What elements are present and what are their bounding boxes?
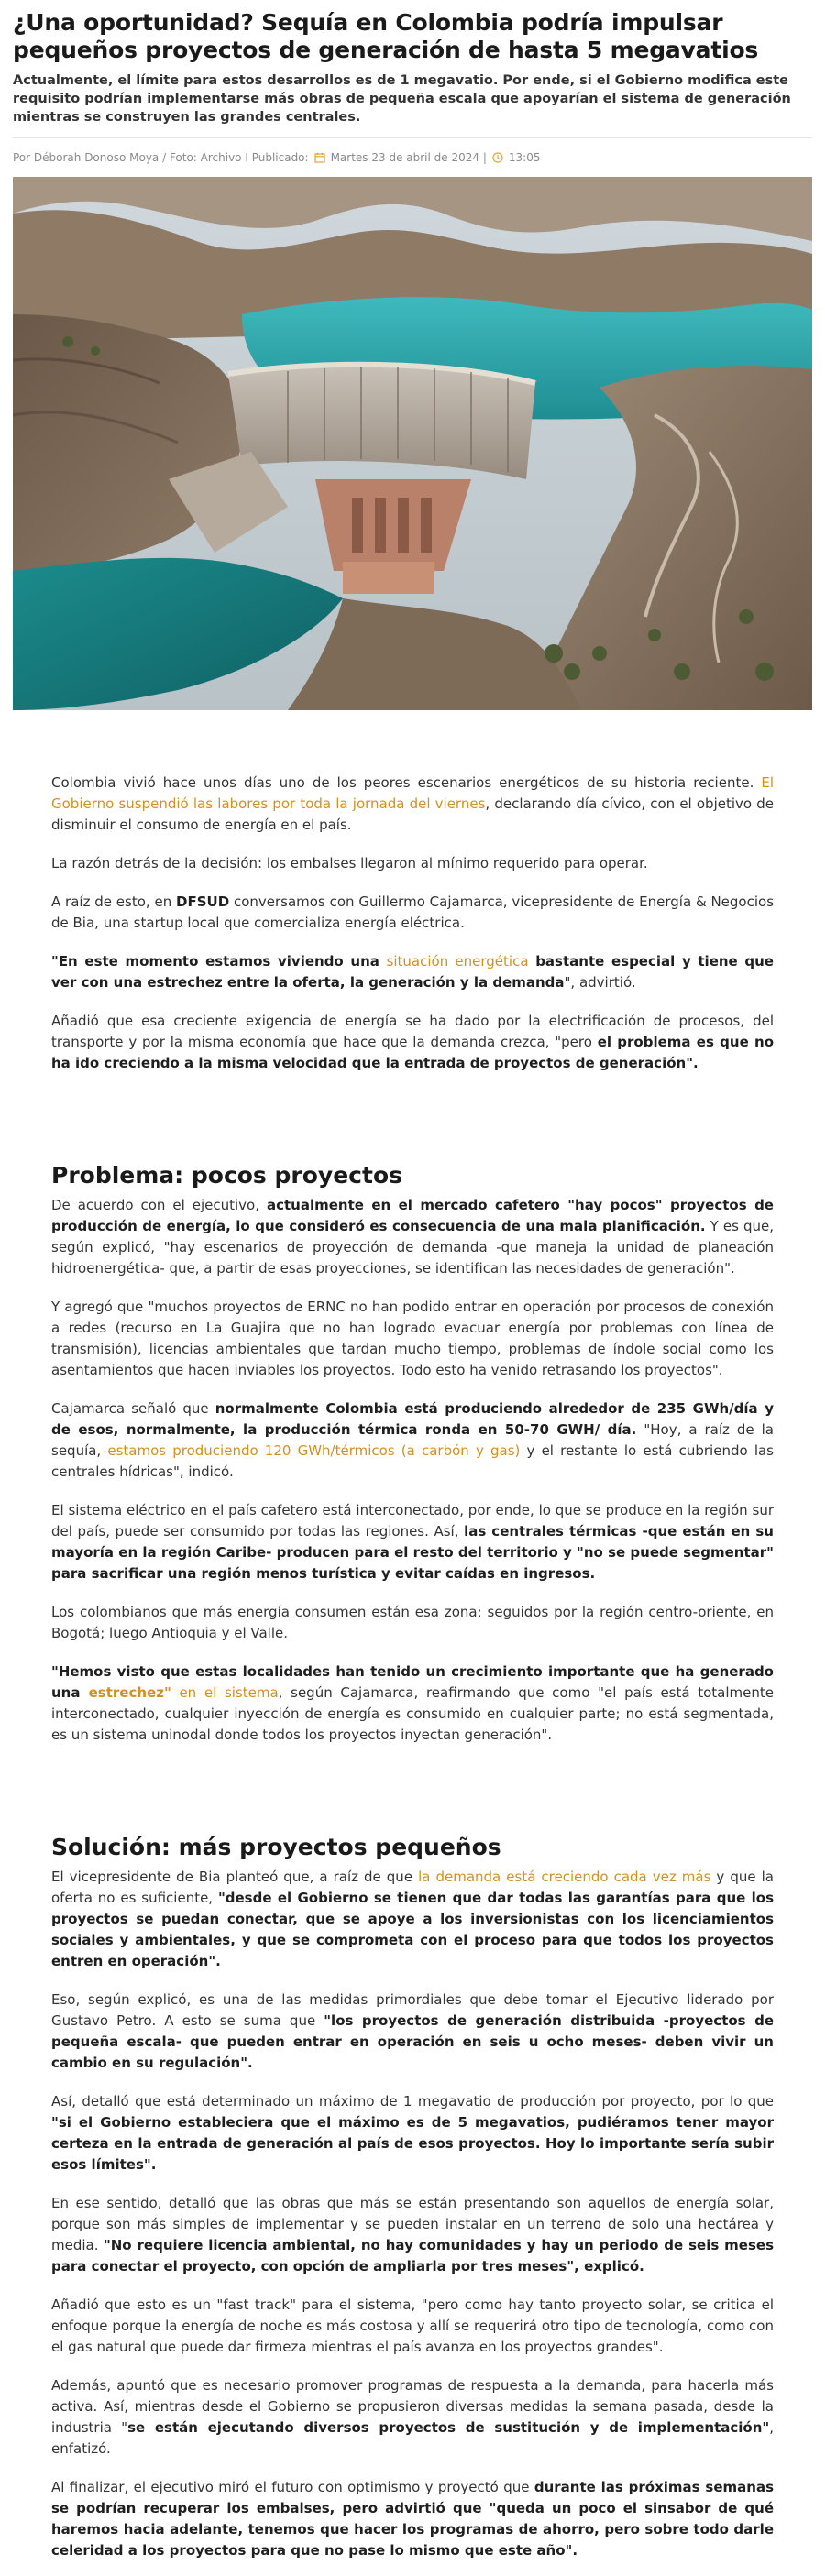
paragraph-5 xyxy=(51,1011,774,1074)
paragraph-9 xyxy=(51,1500,774,1584)
paragraph-14 xyxy=(51,2091,774,2176)
text: conversamos con Guillermo Cajamarca, vicepresidente de Energía & Negocios de Bia, una startup local que comercializa energía eléctrica. xyxy=(51,893,775,931)
link-gobierno-suspendio[interactable]: El Gobierno suspendió las labores por toda la jornada del viernes xyxy=(51,774,774,812)
text: Además, apuntó que es necesario promover programas de respuesta a la demanda, para hacerla más activa. Así, mientras desde el Gobierno se propusieron diversas medidas la semana pasada, desde la industria " xyxy=(51,2377,774,2436)
text: El sistema eléctrico en el país cafetero está interconectado, por ende, lo que se produce en la región sur del país, puede ser consumido por todas las regiones. Así, xyxy=(51,1502,774,1540)
byline xyxy=(13,151,812,164)
text: En ese sentido, detalló que las obras que más se están presentando son aquellos de energía solar, porque son más simples de implementar y se pueden instalar en un terreno de solo una hectárea y media. xyxy=(51,2195,774,2253)
text: Cajamarca señaló que xyxy=(51,1400,215,1417)
paragraph-6 xyxy=(51,1195,774,1279)
calendar-icon xyxy=(314,152,325,163)
article-header xyxy=(0,0,825,164)
paragraph-18 xyxy=(51,2477,774,2561)
text: , según Cajamarca, reafirmando que como "el país está totalmente interconectado, cualquier inyección de energía es consumido en cualquier parte; no está segmentada, es un sistema uninodal donde todos los proyectos inyectan generación". xyxy=(51,1684,775,1743)
text: Eso, según explicó, es una de las medidas primordiales que debe tomar el Ejecutivo liderado por Gustavo Petro. A esto se suma que xyxy=(51,1991,774,2029)
byline-author: Por Déborah Donoso Moya / Foto: Archivo I Publicado: xyxy=(13,151,309,164)
paragraph-2: La razón detrás de la decisión: los embalses llegaron al mínimo requerido para operar. xyxy=(51,855,648,871)
bold-text: bastante especial y tiene que ver con una estrechez entre la oferta, la generación y la demanda xyxy=(51,953,774,991)
text: Colombia vivió hace unos días uno de los peores escenarios energéticos de su historia reciente. xyxy=(51,774,762,791)
bold-text: "si el Gobierno estableciera que el máximo es de 5 megavatios, pudiéramos tener mayor certeza en la entrada de generación al país de esos proyectos. Hoy lo importante sería subir esos límites". xyxy=(51,2114,774,2173)
hero-image xyxy=(13,177,812,710)
paragraph-11 xyxy=(51,1661,774,1746)
text: A raíz de esto, en xyxy=(51,893,177,910)
bold-text: "desde el Gobierno se tienen que dar todas las garantías para que los proyectos se puedan conectar, que se apoye a los inversionistas con los licenciamientos sociales y ambientales, y que se comprometa con el proceso para que todos los proyectos entren en operación". xyxy=(51,1890,774,1969)
divider xyxy=(13,137,812,138)
byline-date: Martes 23 de abril de 2024 | xyxy=(330,151,487,164)
paragraph-16: Añadió que esto es un "fast track" para el sistema, "pero como hay tanto proyecto solar, se critica el enfoque porque la energía de noche es más costosa y allí se requerirá otro tipo de tecnología, como con el gas natural que puede dar firmeza mientras el país avanza en los proyectos grandes". xyxy=(51,2296,774,2355)
text: Así, detalló que está determinado un máximo de 1 megavatio de producción por proyecto, por lo que xyxy=(51,2093,774,2110)
text: De acuerdo con el ejecutivo, xyxy=(51,1197,267,1213)
link-estrechez[interactable]: estrechez" xyxy=(88,1684,171,1701)
bold-text: se están ejecutando diversos proyectos de sustitución y de implementación" xyxy=(127,2419,770,2436)
bold-text: "los proyectos de generación distribuida -proyectos de pequeña escala- que pueden entrar en operación en seis u ocho meses- deben vivir un cambio en su regulación". xyxy=(51,2012,774,2071)
bold-text: actualmente en el mercado cafetero "hay pocos" proyectos de producción de energía, lo que consideró es consecuencia de una mala planificación. xyxy=(51,1197,774,1234)
paragraph-8 xyxy=(51,1398,774,1483)
bold-text: las centrales térmicas -que están en su mayoría en la región Caribe- producen para el resto del territorio y "no se puede segmentar" para sacrificar una región menos turística y evitar caídas en ingresos. xyxy=(51,1523,774,1582)
text: y que la oferta no es suficiente, xyxy=(51,1869,774,1906)
bold-text: "En este momento estamos viviendo una xyxy=(51,953,387,970)
bold-text: DFSUD xyxy=(176,893,230,910)
byline-time: 13:05 xyxy=(508,151,541,164)
article-subtitle: Actualmente, el límite para estos desarrollos es de 1 megavatio. Por ende, si el Gobierno modifica este requisito podrían implementarse más obras de pequeña escala que apoyarían el sistema de generación mientras se construyen las grandes centrales. xyxy=(13,73,791,125)
paragraph-4 xyxy=(51,951,774,993)
text: Añadió que esa creciente exigencia de energía se ha dado por la electrificación de procesos, del transporte y por la misma economía que hace que la demanda crezca, "pero xyxy=(51,1013,774,1050)
section-heading-problem: Problema: pocos proyectos xyxy=(51,1162,402,1189)
text: El vicepresidente de Bia planteó que, a raíz de que xyxy=(51,1869,419,1885)
section-heading-solution: Solución: más proyectos pequeños xyxy=(51,1834,501,1860)
link-produccion-termica[interactable]: estamos produciendo 120 GWh/térmicos (a carbón y gas) xyxy=(107,1442,521,1459)
bold-text: "Hemos visto que estas localidades han tenido un crecimiento importante que ha generado una xyxy=(51,1663,774,1701)
article-body xyxy=(0,773,825,2561)
bold-text: normalmente Colombia está produciendo alrededor de 235 GWh/día y de esos, normalmente, la producción térmica ronda en 50-70 GWH/ día. xyxy=(51,1400,774,1438)
paragraph-15 xyxy=(51,2193,774,2277)
paragraph-17 xyxy=(51,2375,774,2460)
article-title: ¿Una oportunidad? Sequía en Colombia podría impulsar pequeños proyectos de generación de hasta 5 megavatios xyxy=(13,9,759,63)
paragraph-3 xyxy=(51,892,774,934)
text: y el restante lo está cubriendo las centrales hídricas", indicó. xyxy=(51,1442,774,1480)
text: , enfatizó. xyxy=(51,2419,775,2457)
link-situacion-energetica[interactable]: situación energética xyxy=(386,953,529,970)
link-demanda-creciendo[interactable]: la demanda está creciendo cada vez más xyxy=(418,1869,711,1885)
paragraph-13 xyxy=(51,1990,774,2074)
paragraph-1 xyxy=(51,773,774,836)
bold-text: durante las próximas semanas se podrían recuperar los embalses, pero advirtió que "queda un poco el sinsabor de qué haremos hacia adelante, tenemos que hacer los programas de ahorro, pero sobre todo darle celeridad a los proyectos para que no pase lo mismo que este año". xyxy=(51,2479,775,2559)
paragraph-12 xyxy=(51,1867,774,1972)
text: ", advirtió. xyxy=(564,974,636,991)
bold-text: el problema es que no ha ido creciendo a la misma velocidad que la entrada de proyectos de generación". xyxy=(51,1034,774,1071)
text: Y es que, según explicó, "hay escenarios de proyección de demanda -que maneja la unidad de planeación hidroenergética- que, a partir de esas proyecciones, se identifican las necesidades de generación". xyxy=(51,1218,774,1277)
clock-icon xyxy=(492,152,503,163)
text: "Hoy, a raíz de la sequía, xyxy=(51,1421,774,1459)
paragraph-10: Los colombianos que más energía consumen están esa zona; seguidos por la región centro-oriente, en Bogotá; luego Antioquia y el Valle. xyxy=(51,1604,774,1641)
paragraph-7: Y agregó que "muchos proyectos de ERNC no han podido entrar en operación por procesos de conexión a redes (recurso en La Guajira que no han logrado evacuar energía por problemas con línea de transmisión), licencias ambientales que tardan mucho tiempo, problemas de índole social como los asentamientos que hacen inviables los proyectos. Todo esto ha venido retrasando los proyectos". xyxy=(51,1299,774,1378)
link-en-el-sistema[interactable]: en el sistema xyxy=(170,1684,279,1701)
text: , declarando día cívico, con el objetivo de disminuir el consumo de energía en el país. xyxy=(51,795,774,833)
text: Al finalizar, el ejecutivo miró el futuro con optimismo y proyectó que xyxy=(51,2479,534,2495)
bold-text: "No requiere licencia ambiental, no hay comunidades y hay un periodo de seis meses para conectar el proyecto, con opción de ampliarla por tres meses", explicó. xyxy=(51,2237,774,2275)
